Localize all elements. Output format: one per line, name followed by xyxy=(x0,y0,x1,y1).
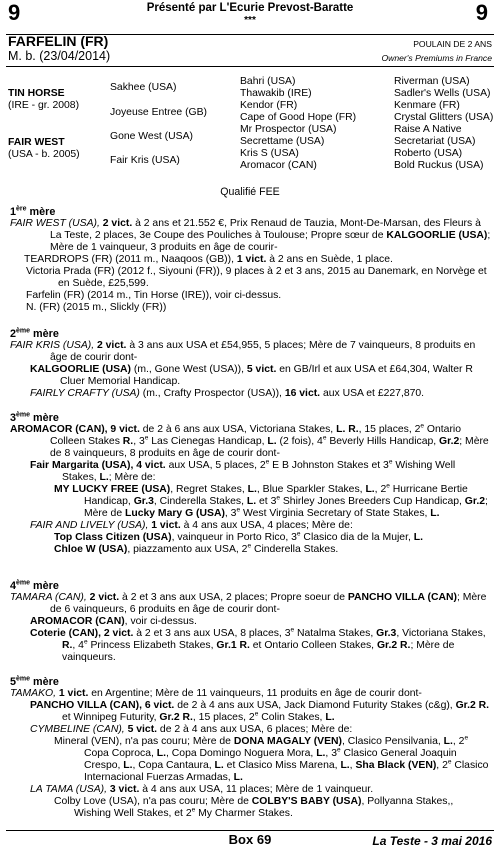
section-title-1: 1ère mère xyxy=(10,205,56,218)
pedigree-gen3-item: Cape of Good Hope (FR) xyxy=(240,112,357,123)
owner-premium: Owner's Premiums in France xyxy=(381,53,492,63)
pedigree-gen4-item: Riverman (USA) xyxy=(394,76,470,87)
lot-number-right: 9 xyxy=(475,0,488,25)
horse-category: POULAIN DE 2 ANS xyxy=(413,39,492,49)
sire-name: TIN HORSE xyxy=(8,88,65,99)
header-rule-bottom xyxy=(6,66,494,67)
pedigree-gen2-item: Joyeuse Entree (GB) xyxy=(110,107,208,118)
section-body-3: AROMACOR (CAN), 9 vict. de 2 à 6 ans aux USA, Victoriana Stakes, L. R., 15 places, 2e Ontario Colleen Stakes R., 3e Las Cienegas Handicap, L. (2 fois), 4e Beverly Hills Handicap, Gr.2; Mère de 8 vainqueurs, 8 produits en âge de courir dont- Fair Margarita (USA), 4 vict. aux USA, 5 places, 2e E B Johnston Stakes et 3e Wishing Well Stakes, L.; Mère de: MY LUCKY FREE (USA), Regret Stakes, L., Blue Sparkler Stakes, L., 2e Hurricane Bertie Handicap, Gr.3, Cinderella Stakes, L. et 3e Shirley Jones Breeders Cup Handicap, Gr.2; Mère de Lucky Mary G (USA), 3e West Virginia Secretary of State Stakes, L. FAIR AND LIVELY (USA), 1 vict. à 4 ans aux USA, 4 places; Mère de: Top Class Citizen (USA), vainqueur in Porto Rico, 3e Clasico dia de la Mujer, L. Chloe W (USA), piazzamento aux USA, 2e Cinderella Stakes. xyxy=(10,422,489,555)
pedigree-gen2-item: Gone West (USA) xyxy=(110,131,193,142)
pedigree-gen4-item: Roberto (USA) xyxy=(394,148,463,159)
pedigree-gen3-item: Kris S (USA) xyxy=(240,148,299,159)
pedigree-gen3-item: Bahri (USA) xyxy=(240,76,296,87)
section-title-3: 3ème mère xyxy=(10,411,59,424)
section-body-2: FAIR KRIS (USA), 2 vict. à 3 ans aux USA et £54,955, 5 places; Mère de 7 vainqueurs, 8 produits en âge de courir dont- KALGOORLIE (USA) (m., Gone West (USA)), 5 vict. en GB/Irl et aux USA et £64,304, Walter R Cluer Memorial Handicap. FAIRLY CRAFTY (USA) (m., Crafty Prospector (USA)), 16 vict. aux USA et £227,870. xyxy=(10,340,476,399)
horse-name: FARFELIN (FR) xyxy=(8,33,109,49)
footer-location: La Teste - 3 mai 2016 xyxy=(372,834,492,848)
pedigree-gen3-item: Kendor (FR) xyxy=(240,100,298,111)
section-title-2: 2ème mère xyxy=(10,327,59,340)
pedigree-gen3-item: Aromacor (CAN) xyxy=(240,160,317,171)
section-title-4: 4ème mère xyxy=(10,579,59,592)
pedigree-gen3-item: Secrettame (USA) xyxy=(240,136,325,147)
pedigree-gen2-item: Sakhee (USA) xyxy=(110,82,177,93)
pedigree-gen4-item: Secretariat (USA) xyxy=(394,136,476,147)
pedigree-gen4-item: Raise A Native xyxy=(394,124,462,135)
qualification: Qualifié FEE xyxy=(220,186,280,198)
stars: *** xyxy=(244,15,256,26)
pedigree-gen2-item: Fair Kris (USA) xyxy=(110,155,180,166)
lot-number-left: 9 xyxy=(8,0,21,25)
pedigree-gen3-item: Thawakib (IRE) xyxy=(240,88,312,99)
section-body-4: TAMARA (CAN), 2 vict. à 2 et 3 ans aux USA, 2 places; Propre soeur de PANCHO VILLA (CAN); Mère de 6 vainqueurs, 6 produits en âge de courir dont- AROMACOR (CAN), voir ci-dessus. Coterie (CAN), 2 vict. à 2 et 3 ans aux USA, 8 places, 3e Natalma Stakes, Gr.3, Victoriana Stakes, R., 4e Princess Elizabeth Stakes, Gr.1 R. et Ontario Colleen Stakes, Gr.2 R.; Mère de vainqueurs. xyxy=(10,592,487,663)
pedigree-gen4-item: Sadler's Wells (USA) xyxy=(394,88,491,99)
dam-name: FAIR WEST xyxy=(8,137,65,148)
dam-info: (USA - b. 2005) xyxy=(8,149,80,160)
pedigree-gen3-item: Mr Prospector (USA) xyxy=(240,124,337,135)
section-body-1: FAIR WEST (USA), 2 vict. à 2 ans et 21.552 €, Prix Renaud de Tauzia, Mont-De-Marsan, des Fleurs à La Teste, 2 places, 3e Coupe des Pouliches à Toulouse; Propre sœur de KALGOORLIE (USA); Mère de 1 vainqueur, 3 produits en âge de courir- TEARDROPS (FR) (2011 m., Naaqoos (GB)), 1 vict. à 2 ans en Suède, 1 place. Victoria Prada (FR) (2012 f., Siyouni (FR)), 9 places à 2 et 3 ans, 2015 au Danemark, en Norvège et en Suède, £25,599. Farfelin (FR) (2014 m., Tin Horse (IRE)), voir ci-dessus. N. (FR) (2015 m., Slickly (FR)) xyxy=(10,218,491,313)
sire-info: (IRE - gr. 2008) xyxy=(8,100,80,111)
pedigree-gen4-item: Bold Ruckus (USA) xyxy=(394,160,484,171)
footer-box: Box 69 xyxy=(228,832,272,847)
section-body-5: TAMAKO, 1 vict. en Argentine; Mère de 11 vainqueurs, 11 produits en âge de courir dont- PANCHO VILLA (CAN), 6 vict. de 2 à 4 ans aux USA, Jack Diamond Futurity Stakes (c&g), Gr.2 R. et Winnipeg Futurity, Gr.2 R., 15 places, 2e Colin Stakes, L. CYMBELINE (CAN), 5 vict. de 2 à 4 ans aux USA, 6 places; Mère de: Mineral (VEN), n'a pas couru; Mère de DONA MAGALY (VEN), Clasico Pensilvania, L., 2e Copa Coproca, L., Copa Domingo Noguera Mora, L., 3e Clasico General Joaquin Crespo, L., Copa Cantaura, L. et Clasico Miss Marena, L., Sha Black (VEN), 2e Clasico Internacional Fuerzas Armadas, L. LA TAMA (USA), 3 vict. à 4 ans aux USA, 11 places; Mère de 1 vainqueur. Colby Love (USA), n'a pas couru; Mère de COLBY'S BABY (USA), Pollyanna Stakes,, Wishing Well Stakes, et 2e My Charmer Stakes. xyxy=(10,688,490,819)
presenter: Présenté par L'Ecurie Prevost-Baratte xyxy=(146,2,354,14)
horse-details: M. b. (23/04/2014) xyxy=(8,49,111,63)
pedigree-gen4-item: Kenmare (FR) xyxy=(394,100,460,111)
pedigree-gen4-item: Crystal Glitters (USA) xyxy=(394,112,494,123)
footer-rule xyxy=(6,830,494,831)
section-title-5: 5ème mère xyxy=(10,675,59,688)
